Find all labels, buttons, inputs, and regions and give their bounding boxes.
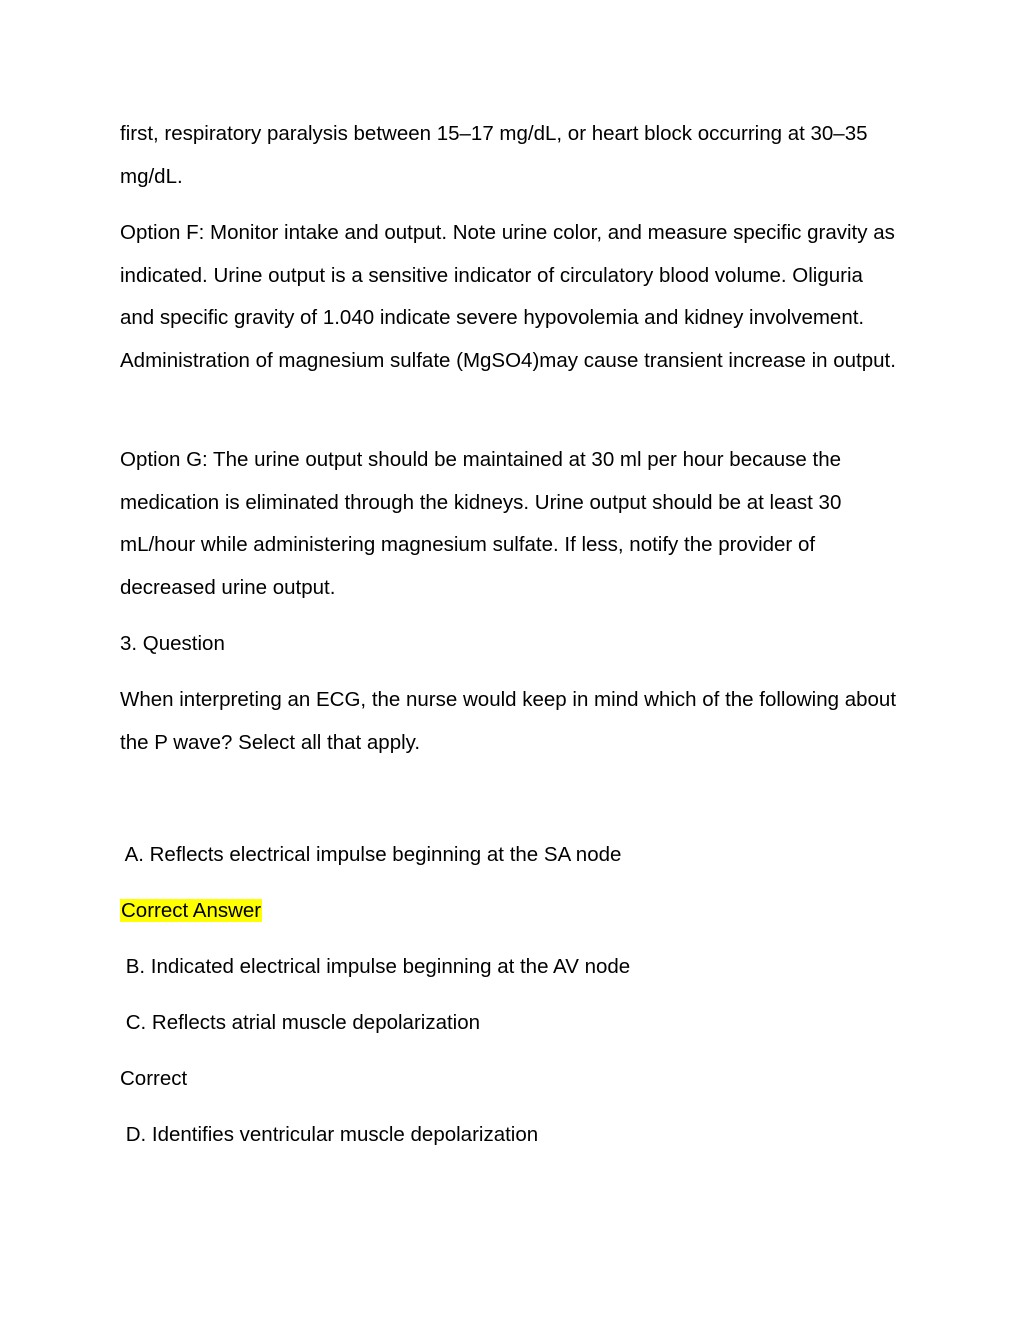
question-heading: 3. Question <box>120 632 225 655</box>
question-text: When interpreting an ECG, the nurse would keep in mind which of the following about the P wave? Select all that apply. <box>120 688 897 754</box>
correct-answer-highlight <box>120 897 262 925</box>
option-f-paragraph: Option F: Monitor intake and output. Note urine color, and measure specific gravity as indicated. Urine output is a sensitive indicator of circulatory blood volume. Oliguria and specific gravity of 1.040 indicate severe hypovolemia and kidney involvement. Administration of magnesium sulfate (MgSO4)may cause transient increase in output. <box>120 221 896 372</box>
continuation-paragraph: first, respiratory paralysis between 15–17 mg/dL, or heart block occurring at 30–35 mg/dL. <box>120 122 868 188</box>
option-g-paragraph: Option G: The urine output should be maintained at 30 ml per hour because the medication is eliminated through the kidneys. Urine output should be at least 30 mL/hour while administering magnesium sulfate. If less, notify the provider of decreased urine output. <box>120 448 842 599</box>
correct-answer-label: Correct Answer <box>121 899 262 922</box>
choice-c: C. Reflects atrial muscle depolarization <box>120 1011 481 1034</box>
choice-b: B. Indicated electrical impulse beginning at the AV node <box>120 955 631 978</box>
correct-label: Correct <box>120 1067 188 1090</box>
choice-d: D. Identifies ventricular muscle depolarization <box>120 1123 539 1146</box>
choice-a: A. Reflects electrical impulse beginning at the SA node <box>120 843 622 866</box>
